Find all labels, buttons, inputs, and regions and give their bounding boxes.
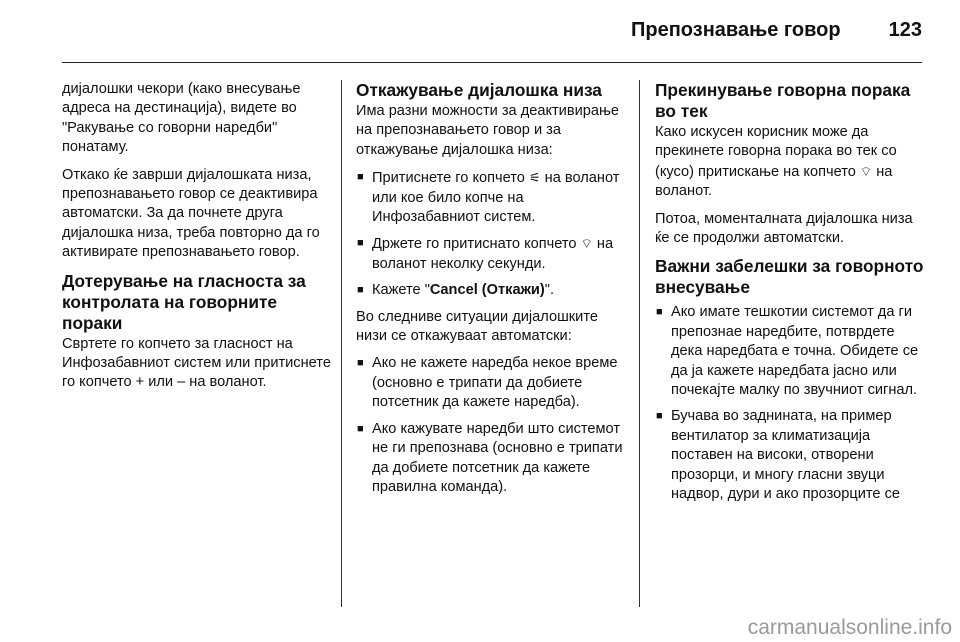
voice-button-icon: ⌔ xyxy=(580,236,593,252)
paragraph: дијалошки чекори (како внесување адреса на дестинација), видете во "Ракување со говорни наредби" понатаму. xyxy=(62,81,301,156)
list-item xyxy=(356,354,631,412)
page-number: 123 xyxy=(888,18,922,41)
paragraph: Откако ќе заврши дијалошката низа, препознавањето говор се деактивира автоматски. За да почнете друга дијалошка низа, треба повторно да го активирате препознавањето говор. xyxy=(62,166,320,261)
bullet-list xyxy=(655,303,925,504)
list-item-text: на воланот или кое било копче на Инфозабавниот систем. xyxy=(372,170,620,226)
paragraph-text: Како искусен корисник може да прекинете говорна порака во тек со (кусо) притискање на копчето xyxy=(655,124,897,180)
voice-button-icon: ⌔ xyxy=(859,163,873,179)
watermark: carmanualsonline.info xyxy=(747,616,952,639)
column-divider-2 xyxy=(639,80,640,607)
list-item-text: Ако кажувате наредби што системот не ги препознава (основно е трипати да добиете потсетник да кажете правилна команда). xyxy=(372,420,623,495)
list-item-text: Притиснете го копчето xyxy=(372,170,529,187)
bullet-list xyxy=(356,354,631,497)
paragraph xyxy=(655,123,925,202)
list-item-text: на воланот неколку секунди. xyxy=(372,236,614,272)
bullet-list xyxy=(356,168,631,300)
list-item-text: Ако не кажете наредба некое време (основно е трипати да добиете потсетник да кажете наредба). xyxy=(372,355,618,411)
bullet-icon: ■ xyxy=(357,284,364,297)
paragraph: Свртете го копчето за гласност на Инфозабавниот систем или притиснете го копчето + или – на воланот. xyxy=(62,335,331,391)
list-item-text: Кажете " xyxy=(372,282,430,299)
header-rule xyxy=(62,62,922,63)
paragraph-text: на воланот. xyxy=(655,163,893,200)
heading-interrupt: Прекинување говорна порака во тек xyxy=(655,80,911,121)
bullet-icon: ■ xyxy=(357,422,364,435)
bullet-icon: ■ xyxy=(656,306,663,319)
column-1 xyxy=(62,80,332,401)
list-item xyxy=(655,303,925,400)
list-item-text: Држете го притиснато копчето xyxy=(372,236,581,253)
list-item xyxy=(356,420,631,498)
column-2 xyxy=(356,80,631,504)
bullet-icon: ■ xyxy=(357,357,364,370)
page-header xyxy=(631,10,922,50)
paragraph: Има разни можности за деактивирање на препознавањето говор и за откажување дијалошка низа: xyxy=(356,103,619,158)
heading-volume: Дотерување на гласноста за контролата на говорните пораки xyxy=(62,270,306,333)
bullet-icon: ■ xyxy=(357,237,364,250)
list-item xyxy=(356,281,631,300)
mute-voice-button-icon: ⚟ xyxy=(528,170,541,186)
column-3 xyxy=(655,80,925,512)
list-item xyxy=(356,234,631,274)
bullet-icon: ■ xyxy=(357,171,364,184)
heading-notes: Важни забелешки за говорното внесување xyxy=(655,256,924,298)
bullet-icon: ■ xyxy=(656,410,663,423)
cancel-command: Cancel (Откажи) xyxy=(429,282,545,299)
list-item-text: ". xyxy=(544,282,555,299)
list-item xyxy=(356,168,631,227)
header-title: Препознавање говор xyxy=(631,18,841,41)
heading-cancel: Откажување дијалошка низа xyxy=(356,80,602,100)
paragraph: Потоа, моменталната дијалошка низа ќе се продолжи автоматски. xyxy=(655,210,913,247)
column-divider-1 xyxy=(341,80,342,607)
list-item xyxy=(655,407,925,504)
list-item-text: Бучава во заднината, на пример вентилатор за климатизација поставен на високи, отворени прозорци, и многу гласни звуци надвор, дури и ако прозорците се xyxy=(671,408,900,503)
list-item-text: Ако имате тешкотии системот да ги препознае наредбите, потврдете дека наредбата е точна. Обидете се да ја кажете наредбата јасно или почекајте малку по звучниот сигнал. xyxy=(671,304,919,399)
paragraph: Во следниве ситуации дијалошките низи се откажуваат автоматски: xyxy=(356,308,598,345)
